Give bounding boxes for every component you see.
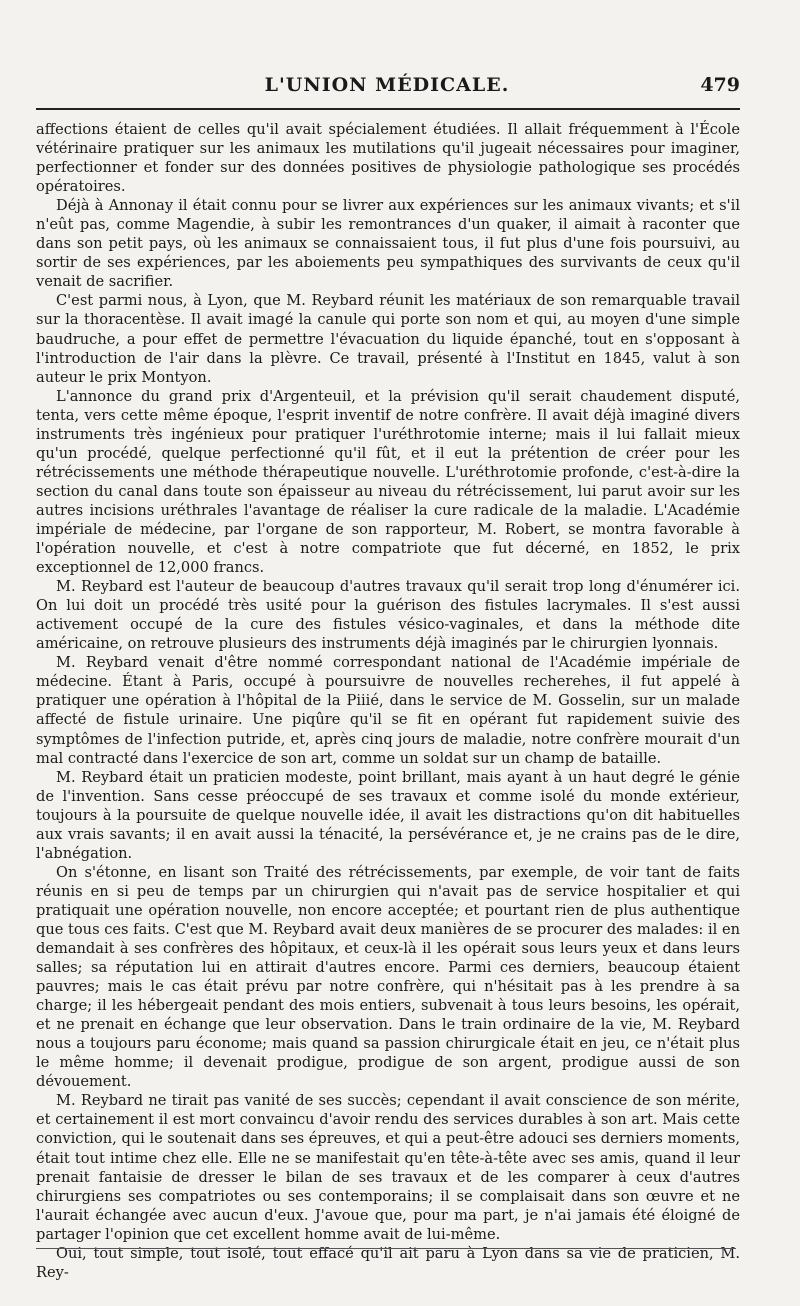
paragraph: Déjà à Annonay il était connu pour se livrer aux expériences sur les animaux vivants; et s'il n'eût pas, comme Magendie, à subir les remontrances d'un quaker, il aimait à raconter que dans son petit pays, où les animaux se connaissaient tous, il fut plus d'une fois poursuivi, au sortir de ses expériences, par les aboiements peu sympathiques des survivants de ceux qu'il venait de sacrifier.: [36, 197, 740, 291]
paragraph: M. Reybard venait d'être nommé correspondant national de l'Académie impériale de médecine. Étant à Paris, occupé à poursuivre de nouvelles recherehes, il fut appelé à pratiquer une opération à l'hôpital de la Piiié, dans le service de M. Gosselin, sur un malade affecté de fistule urinaire. Une piqûre qu'il se fit en opérant fut rapidement suivie des symptômes de l'infection putride, et, après cinq jours de maladie, notre confrère mourait d'un mal contracté dans l'exercice de son art, comme un soldat sur un champ de bataille.: [36, 654, 740, 767]
paragraph: M. Reybard est l'auteur de beaucoup d'autres travaux qu'il serait trop long d'énumérer ici. On lui doit un procédé très usité pour la guérison des fistules lacrymales. Il s'est aussi activement occupé de la cure des fistules vésico-vaginales, et dans la méthode dite américaine, on retrouve plusieurs des instruments déjà imaginés par le chirurgien lyonnais.: [36, 578, 740, 653]
paragraph: On s'étonne, en lisant son Traité des rétrécissements, par exemple, de voir tant de faits réunis en si peu de temps par un chirurgien qui n'avait pas de service hospitalier et qui pratiquait une opération nouvelle, non encore acceptée; et pourtant rien de plus authentique que tous ces faits. C'est que M. Reybard avait deux manières de se procurer des malades: il en demandait à ses confrères des hôpitaux, et ceux-là il les opérait sous leurs yeux et dans leurs salles; sa réputation lui en attirait d'autres encore. Parmi ces derniers, beaucoup étaient pauvres; mais le cas était prévu par notre confrère, qui n'hésitait pas à les prendre à sa charge; il les hébergeait pendant des mois entiers, subvenait à tous leurs besoins, les opérait, et ne prenait en échange que leur observation. Dans le train ordinaire de la vie, M. Reybard nous a toujours paru économe; mais quand sa passion chirurgicale était en jeu, ce n'était plus le même homme; il devenait prodigue, prodigue de son argent, prodigue aussi de son dévouement.: [36, 863, 740, 1091]
header-rule: [36, 108, 740, 110]
footer-rule: [36, 1248, 736, 1249]
paragraph: Oui, tout simple, tout isolé, tout effacé qu'il ait paru à Lyon dans sa vie de praticien, M. Rey-: [36, 1244, 740, 1281]
paragraph: L'annonce du grand prix d'Argenteuil, et la prévision qu'il serait chaudement disputé, tenta, vers cette même époque, l'esprit inventif de notre confrère. Il avait déjà imaginé divers instruments très ingénieux pour pratiquer l'uréthrotomie interne; mais il lui fallait mieux qu'un procédé, quelque perfectionné qu'il fût, et il eut la prétention de créer pour les rétrécissements une méthode thérapeutique nouvelle. L'uréthrotomie profonde, c'est-à-dire la section du canal dans toute son épaisseur au niveau du rétrécissement, lui parut avoir sur les autres incisions uréthrales l'avantage de réaliser la cure radicale de la maladie. L'Académie impériale de médecine, par l'organe de son rapporteur, M. Robert, se montra favorable à l'opération nouvelle, et c'est à notre compatriote que fut décerné, en 1852, le prix exceptionnel de 12,000 francs.: [36, 387, 740, 577]
running-head: L'UNION MÉDICALE.: [264, 74, 510, 96]
body-text: [36, 120, 740, 1282]
paragraph: M. Reybard ne tirait pas vanité de ses succès; cependant il avait conscience de son mérite, et certainement il est mort convaincu d'avoir rendu des services durables à son art. Mais cette conviction, qui le soutenait dans ses épreuves, et qui a peut-être adouci ses derniers moments, était tout intime chez elle. Elle ne se manifestait qu'en tête-à-tête avec ses amis, quand il leur prenait fantaisie de dresser le bilan de ses travaux et de les comparer à ceux d'autres chirurgiens ses compatriotes ou ses contemporains; il se complaisait dans son œuvre et ne l'aurait échangée avec aucun d'eux. J'avoue que, pour ma part, je n'ai jamais été éloigné de partager l'opinion que cet excellent homme avait de lui-même.: [36, 1092, 741, 1243]
page-number: 479: [700, 74, 740, 96]
paragraph: M. Reybard était un praticien modeste, point brillant, mais ayant à un haut degré le génie de l'invention. Sans cesse préoccupé de ses travaux et comme isolé du monde extérieur, toujours à la poursuite de quelque nouvelle idée, il avait les distractions qu'on dit habituelles aux vrais savants; il en avait aussi la ténacité, la persévérance et, je ne crains pas de le dire, l'abnégation.: [36, 768, 740, 862]
paragraph: affections étaient de celles qu'il avait spécialement étudiées. Il allait fréquemment à l'École vétérinaire pratiquer sur les animaux les mutilations qu'il jugeait nécessaires pour imaginer, perfectionner et fonder sur des données positives de physiologie pathologique ses procédés opératoires.: [36, 121, 740, 196]
paragraph: C'est parmi nous, à Lyon, que M. Reybard réunit les matériaux de son remarquable travail sur la thoracentèse. Il avait imagé la canule qui porte son nom et qui, au moyen d'une simple baudruche, a pour effet de permettre l'évacuation du liquide épanché, tout en s'opposant à l'introduction de l'air dans la plèvre. Ce travail, présenté à l'Institut en 1845, valut à son auteur le prix Montyon.: [36, 292, 740, 386]
page-header: [34, 74, 740, 102]
